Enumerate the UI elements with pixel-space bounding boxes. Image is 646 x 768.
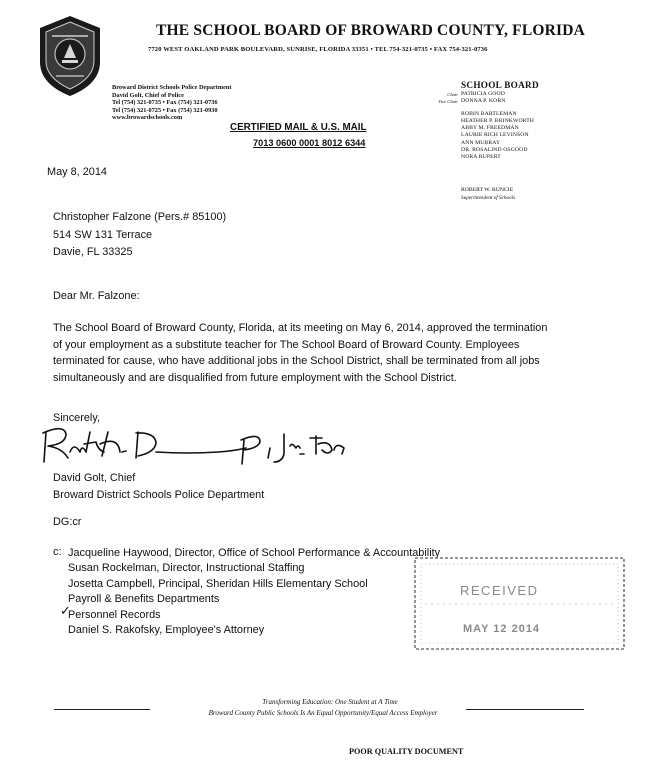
footer-eeo-statement: Broward County Public Schools Is An Equal Opportunity/Equal Access Employer [208, 709, 438, 717]
organization-title: THE SCHOOL BOARD OF BROWARD COUNTY, FLORIDA [156, 22, 586, 39]
board-member: ROBIN BARTLEMAN [461, 110, 517, 117]
cc-list [68, 546, 440, 638]
handwritten-signature [38, 418, 358, 468]
board-member: ABBY M. FREEDMAN [461, 125, 519, 132]
cc-prefix: c: [53, 546, 62, 558]
cc-recipient: Personnel Records [68, 608, 161, 621]
cc-recipient: Payroll & Benefits Departments [68, 593, 220, 606]
typist-initials: DG:cr [53, 516, 82, 528]
board-member: DR. ROSALIND OSGOOD [461, 147, 528, 154]
school-board-heading: SCHOOL BOARD [461, 80, 539, 90]
recipient-address [53, 209, 226, 262]
closing: Sincerely, [53, 412, 101, 424]
superintendent-title: Superintendent of Schools [461, 195, 516, 201]
stamp-date: MAY 12 2014 [463, 623, 541, 635]
stamp-label: RECEIVED [460, 583, 539, 598]
paragraph-line: simultaneously and are disqualified from future employment with the School District. [53, 371, 457, 384]
recipient-city: Davie, FL 33325 [53, 246, 133, 258]
tracking-number: 7013 0600 0001 8012 6344 [253, 138, 366, 148]
board-chair: PATRICIA GOOD [461, 91, 505, 97]
department-website: www.browardschools.com [112, 114, 183, 122]
cc-recipient: Daniel S. Rakofsky, Employee's Attorney [68, 624, 265, 637]
cc-recipient: Susan Rockelman, Director, Instructional Staffing [68, 562, 305, 575]
board-member: ANN MURRAY [461, 139, 501, 146]
board-member: LAURIE RICH LEVINSON [461, 132, 529, 139]
cc-recipient: Jacqueline Haywood, Director, Office of School Performance & Accountability [68, 547, 441, 559]
board-member: HEATHER P. BRINKWORTH [461, 117, 535, 124]
paragraph-line: The School Board of Broward County, Florida, at its meeting on May 6, 2014, approved the termination [53, 322, 548, 334]
board-member-list [461, 91, 534, 162]
signer-block [53, 470, 264, 504]
recipient-name: Christopher Falzone (Pers.# 85100) [53, 211, 227, 223]
organization-address: 7720 WEST OAKLAND PARK BOULEVARD, SUNRISE, FLORIDA 33351 • TEL 754-321-0735 • FAX 754-321-0736 [148, 46, 488, 53]
signer-department: Broward District Schools Police Department [53, 489, 265, 501]
footer-motto: Transforming Education: One Student at A Time [262, 698, 398, 706]
district-seal-icon [34, 14, 106, 98]
board-vice-chair: DONNA P. KORN [461, 98, 506, 105]
vice-chair-label: Vice Chair [438, 99, 458, 104]
letter-paragraph [53, 320, 547, 386]
chief-of-police: David Golt, Chief of Police [112, 91, 184, 99]
recipient-street: 514 SW 131 Terrace [53, 228, 153, 241]
mailing-method: CERTIFIED MAIL & U.S. MAIL [230, 122, 367, 133]
poor-quality-annotation: POOR QUALITY DOCUMENT [349, 747, 464, 756]
chair-label: Chair [447, 92, 458, 97]
checkmark-icon: ✓ [60, 603, 71, 618]
letter-date: May 8, 2014 [47, 166, 107, 178]
department-name: Broward District Schools Police Department [112, 84, 232, 91]
signer-name: David Golt, Chief [53, 472, 136, 484]
superintendent-name: ROBERT W. RUNCIE [461, 187, 514, 193]
paragraph-line: of your employment as a substitute teacher for The School Board of Broward County. Employees [53, 338, 520, 351]
salutation: Dear Mr. Falzone: [53, 290, 140, 302]
department-phone-2: Tel (754) 321-0725 • Fax (754) 321-0930 [112, 106, 218, 114]
police-department-block [112, 84, 232, 122]
department-phone-1: Tel (754) 321-0735 • Fax (754) 321-0736 [112, 99, 218, 107]
paragraph-line: terminated for cause, who have additional jobs in the School District, shall be terminated from all jobs [53, 355, 540, 367]
cc-recipient: Josetta Campbell, Principal, Sheridan Hills Elementary School [68, 577, 368, 590]
board-member: NORA RUPERT [461, 154, 501, 161]
received-stamp [413, 556, 626, 651]
